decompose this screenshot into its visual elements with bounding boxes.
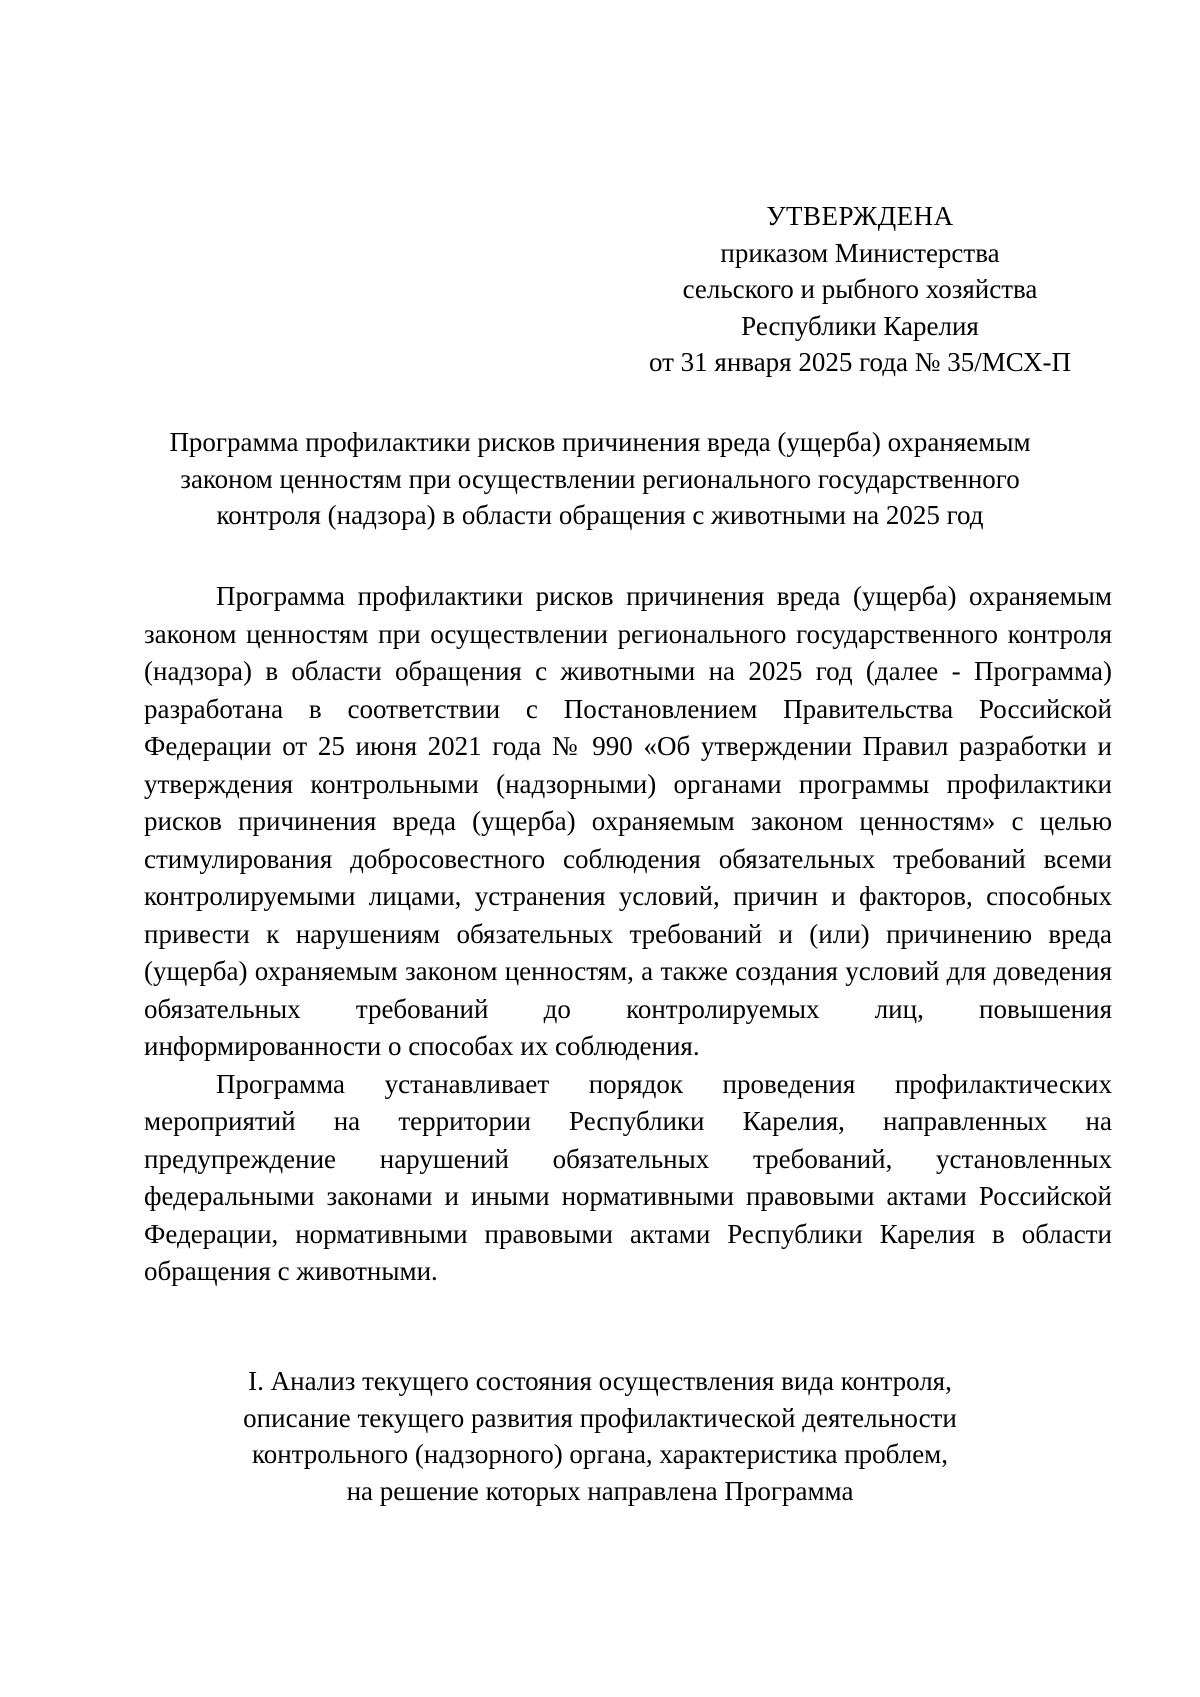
section-heading-line: на решение которых направлена Программа — [346, 1475, 854, 1506]
document-title-line: законом ценностям при осуществлении регионального государственного — [180, 463, 1020, 494]
approval-line-date-number: от 31 января 2025 года № 35/МСХ-П — [648, 347, 1072, 377]
section-heading-line: I. Анализ текущего состояния осуществления вида контроля, — [248, 1366, 952, 1396]
approval-line-region: Республики Карелия — [741, 310, 979, 341]
section-heading — [130, 1363, 1070, 1509]
approval-line-ministry: сельского и рыбного хозяйства — [682, 274, 1038, 304]
body-text — [144, 578, 1112, 1291]
document-title-line: контроля (надзора) в области обращения с животными на 2025 год — [216, 500, 984, 530]
approval-block — [600, 198, 1120, 381]
section-heading-line: контрольного (надзорного) органа, характеристика проблем, — [251, 1439, 949, 1469]
body-paragraph: Программа устанавливает порядок проведения профилактических мероприятий на территории Республики Карелия, направленных на предупреждение нарушений обязательных требований, установленных федеральными законами и иными нормативными правовыми актами Российской Федерации, нормативными правовыми актами Республики Карелия в области обращения с животными. — [144, 1068, 1112, 1286]
approval-status: УТВЕРЖДЕНА — [766, 201, 954, 231]
document-title-line: Программа профилактики рисков причинения вреда (ущерба) охраняемым — [169, 427, 1031, 457]
section-heading-line: описание текущего развития профилактической деятельности — [243, 1402, 957, 1433]
body-paragraph: Программа профилактики рисков причинения вреда (ущерба) охраняемым законом ценностям при осуществлении регионального государственного контроля (надзора) в области обращения с животными на 2025 год (далее - Программа) разработана в соответствии с Постановлением Правительства Российской Федерации от 25 июня 2021 года № 990 «Об утверждении Правил разработки и утверждения контрольными (надзорными) органами программы профилактики рисков причинения вреда (ущерба) охраняемым законом ценностям» с целью стимулирования добросовестного соблюдения обязательных требований всеми контролируемыми лицами, устранения условий, причин и факторов, способных привести к нарушениям обязательных требований и (или) причинению вреда (ущерба) охраняемым законом ценностям, а также создания условий для доведения обязательных требований до контролируемых лиц, повышения информированности о способах их соблюдения. — [144, 581, 1112, 1061]
approval-line-order: приказом Министерства — [720, 237, 1000, 268]
document-title — [130, 424, 1070, 534]
